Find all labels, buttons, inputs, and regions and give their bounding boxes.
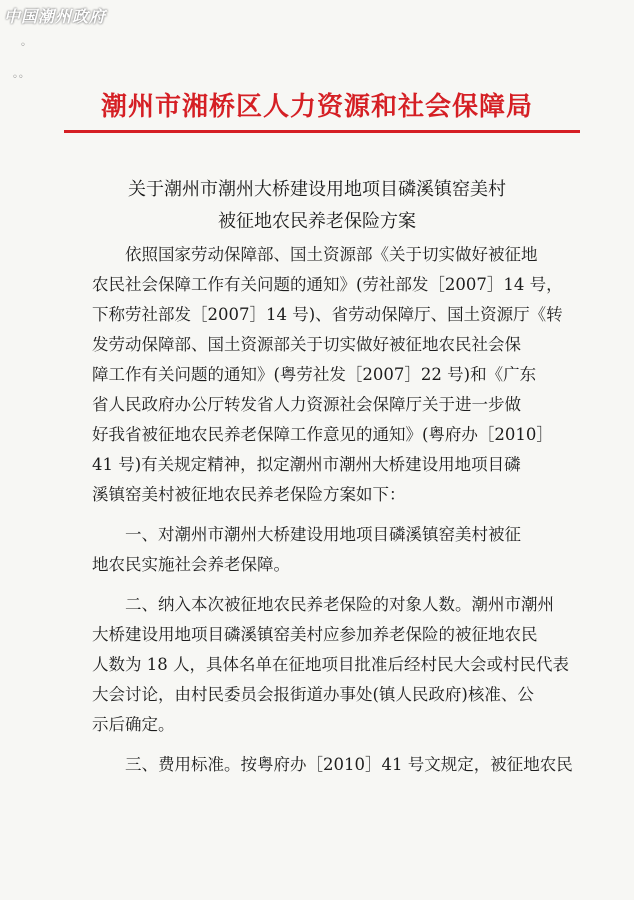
header-red-rule [64,130,580,133]
paragraph-line: 二、纳入本次被征地农民养老保险的对象人数。潮州市潮州 [125,595,554,614]
binding-hole-mark: ◦◦ [12,72,24,83]
paragraph-line: 大会讨论，由村民委员会报街道办事处(镇人民政府)核准、公 [92,685,534,704]
paragraph-line: 好我省被征地农民养老保障工作意见的通知》(粤府办［2010］ [92,425,553,444]
paragraph-line: 障工作有关问题的通知》(粤劳社发［2007］22 号)和《广东 [92,365,537,384]
binding-hole-mark: ◦ [20,40,26,51]
paragraph-line: 溪镇窑美村被征地农民养老保险方案如下： [92,485,406,504]
document-title-line-2: 被征地农民养老保险方案 [218,211,416,232]
document-title-line-1: 关于潮州市潮州大桥建设用地项目磷溪镇窑美村 [128,179,506,200]
paragraph-line: 大桥建设用地项目磷溪镇窑美村应参加养老保险的被征地农民 [92,625,538,644]
paragraph-line: 地农民实施社会养老保障。 [92,555,290,574]
paragraph-line: 农民社会保障工作有关问题的通知》(劳社部发［2007］14 号， [92,275,563,294]
paragraph-line: 人数为 18 人，具体名单在征地项目批准后经村民大会或村民代表 [92,655,569,674]
paragraph-line: 三、费用标准。按粤府办［2010］41 号文规定，被征地农民 [125,755,573,774]
issuing-agency-header: 潮州市湘桥区人力资源和社会保障局 [100,92,533,122]
paragraph-line: 省人民政府办公厅转发省人力资源社会保障厅关于进一步做 [92,395,521,414]
document-body [92,240,573,780]
paragraph-line: 41 号)有关规定精神，拟定潮州市潮州大桥建设用地项目磷 [92,455,521,474]
paragraph-line: 依照国家劳动保障部、国土资源部《关于切实做好被征地 [125,245,538,264]
paragraph-line: 一、对潮州市潮州大桥建设用地项目磷溪镇窑美村被征 [125,525,521,544]
watermark-logo: 中国潮州政府 [4,7,107,26]
paragraph-line: 下称劳社部发［2007］14 号)、省劳动保障厅、国土资源厅《转 [92,305,563,324]
paragraph-line: 示后确定。 [92,715,175,734]
paragraph-line: 发劳动保障部、国土资源部关于切实做好被征地农民社会保 [92,335,521,354]
